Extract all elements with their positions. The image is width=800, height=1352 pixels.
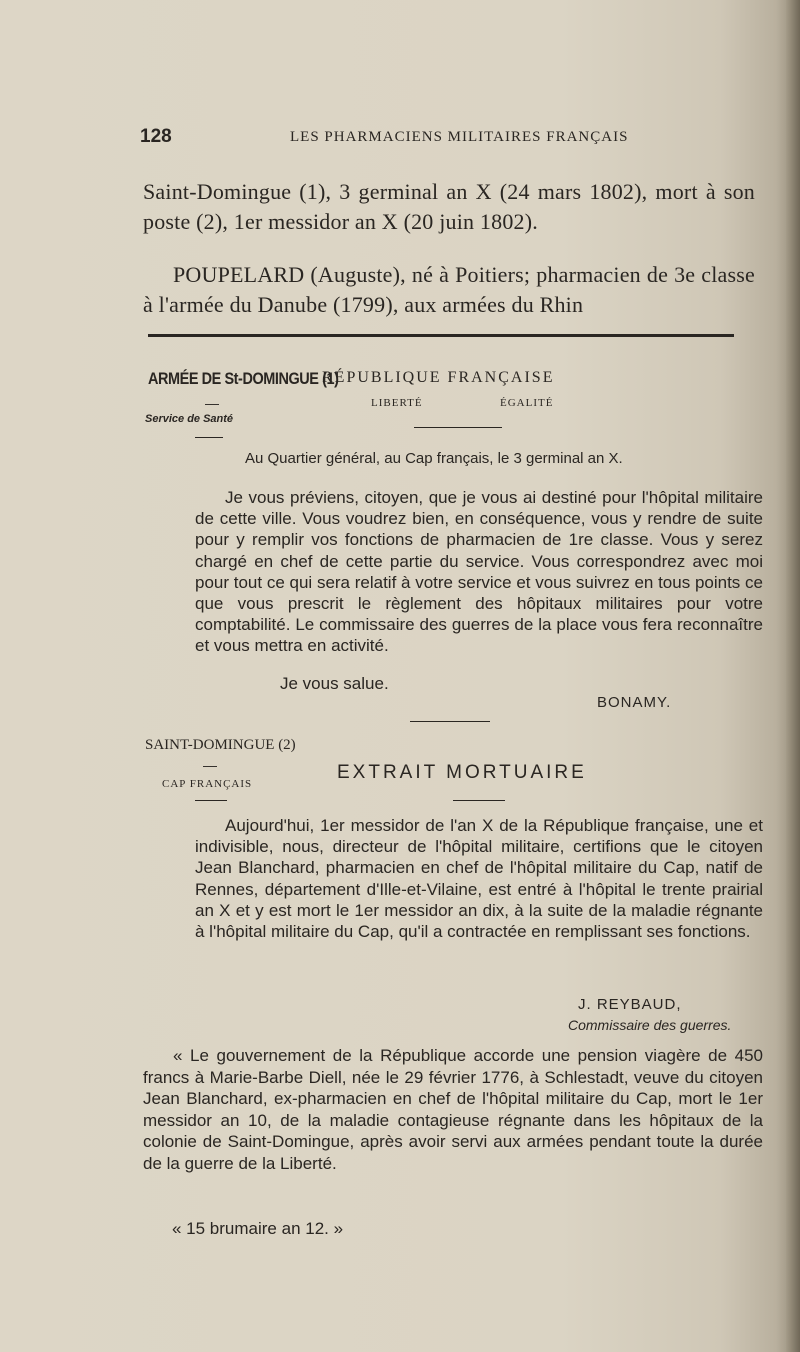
death-record-signature-title: Commissaire des guerres. — [568, 1017, 732, 1033]
intro-paragraph-2: POUPELARD (Auguste), né à Poitiers; pharmacien de 3e classe à l'armée du Danube (1799), aux armées du Rhin — [143, 262, 755, 317]
letter-salutation: Je vous salue. — [280, 674, 389, 693]
page-number: 128 — [140, 126, 172, 147]
death-record-signature: J. REYBAUD, — [578, 996, 682, 1013]
death-record-body: Aujourd'hui, 1er messidor de l'an X de la République française, une et indivisible, nous, directeur de l'hôpital militaire, certifions que le citoyen Jean Blanchard, pharmacien en chef de l'hôpital militaire du Cap, natif de Rennes, département d'Ille-et-Vilaine, est entré à l'hôpital le trente prairial an X et y est mort le 1er messidor an dix, à la suite de la maladie régnante à l'hôpital militaire du Cap, qu'il a contractée en remplissant ses fonctions. — [195, 816, 763, 942]
section-rule — [148, 334, 734, 337]
running-title: LES PHARMACIENS MILITAIRES FRANÇAIS — [290, 129, 629, 145]
death-record-title: EXTRAIT MORTUAIRE — [337, 762, 587, 783]
motto-liberte: LIBERTÉ — [371, 397, 423, 409]
death-record-short-rule-right — [453, 800, 505, 801]
letter-dateline: Au Quartier général, au Cap français, le 3 germinal an X. — [245, 450, 623, 467]
death-record-short-rule-left — [195, 800, 227, 801]
page-edge-shadow — [786, 0, 800, 1352]
republic-rule — [414, 427, 502, 428]
pension-paragraph: « Le gouvernement de la République accorde une pension viagère de 450 francs à Marie-Barbe Diell, née le 29 février 1776, à Schlestadt, veuve du citoyen Jean Blanchard, ex-pharmacien en chef de l'hôpital militaire du Cap, mort le 1er messidor an 10, de la maladie contagieuse régnante dans les hôpitaux de la colonie de Saint-Domingue, après avoir servi aux armées pendant toute la durée de la guerre de la Liberté. — [143, 1046, 763, 1173]
letter-army-heading: ARMÉE DE St-DOMINGUE (1) — [148, 369, 339, 388]
letter-short-rule — [195, 437, 223, 438]
running-head — [140, 126, 740, 148]
letter-dash: — — [205, 395, 219, 411]
republic-heading: RÉPUBLIQUE FRANÇAISE — [322, 369, 555, 386]
letter-signature: BONAMY. — [597, 694, 672, 711]
intro-paragraph-1: Saint-Domingue (1), 3 germinal an X (24 mars 1802), mort à son poste (2), 1er messidor an X (20 juin 1802). — [143, 179, 755, 234]
death-record-cap: CAP FRANÇAIS — [162, 778, 253, 790]
motto-egalite: ÉGALITÉ — [500, 397, 554, 409]
death-record-dash: — — [203, 757, 217, 773]
letter-body: Je vous préviens, citoyen, que je vous ai destiné pour l'hôpital militaire de cette ville. Vous voudrez bien, en conséquence, vous y rendre de suite pour y remplir vos fonctions de pharmacien de 1re classe. Vous y serez chargé en chef de cette partie du service. Vous correspondrez avec moi pour tout ce qui sera relatif à votre service et vous suivrez en tous points ce que vous prescrit le règlement des hôpitaux militaires pour votre comptabilité. Le commissaire des guerres de la place vous fera reconnaître et vous mettra en activité. — [195, 488, 763, 656]
letter-service-heading: Service de Santé — [145, 413, 234, 425]
death-record-place: SAINT-DOMINGUE (2) — [145, 737, 296, 753]
letter-end-rule — [410, 721, 490, 722]
pension-date: « 15 brumaire an 12. » — [172, 1219, 344, 1238]
